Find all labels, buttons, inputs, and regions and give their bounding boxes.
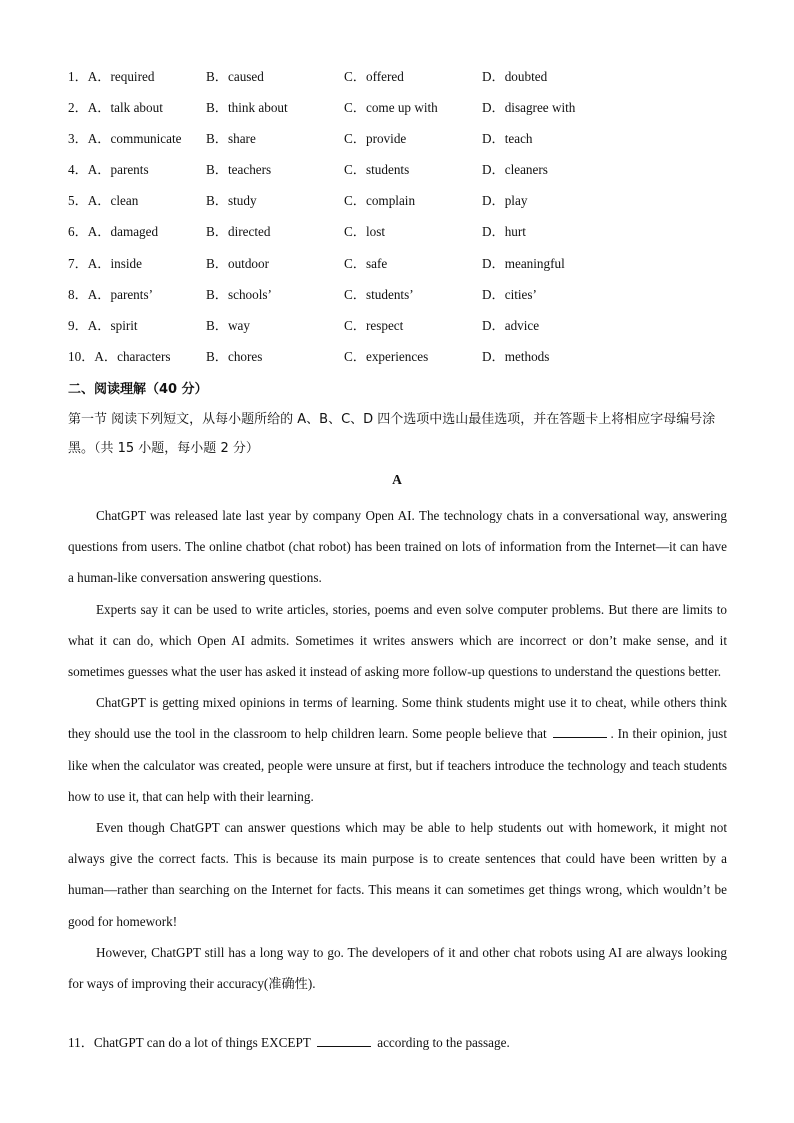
option-d: D．advice	[482, 317, 540, 333]
option-b: B．study	[206, 193, 257, 209]
option-b: B．share	[206, 131, 256, 147]
option-row	[68, 284, 728, 315]
question-stem-end: according to the passage.	[377, 1035, 510, 1050]
reading-passage	[68, 500, 727, 999]
section-title: 二、阅读理解（40 分）	[68, 382, 208, 397]
option-c: C．offered	[344, 69, 404, 84]
option-b: B．outdoor	[206, 255, 270, 271]
option-d: D．cleaners	[482, 162, 548, 178]
option-d: D．meaningful	[482, 255, 565, 271]
option-a: 1．A．required	[68, 69, 155, 84]
passage-label: A	[392, 472, 402, 487]
option-d: D．cities’	[482, 286, 537, 302]
option-b: B．teachers	[206, 162, 272, 178]
option-a: 6．A．damaged	[68, 224, 159, 240]
passage-paragraph: ChatGPT was released late last year by company Open AI. The technology chats in a conversational way, answering questions from users. The online chatbot (chat robot) has been trained on lots of information from the Internet—it can have a human-like conversation answering questions.	[68, 508, 727, 586]
option-c: C．complain	[344, 193, 416, 209]
option-b: B．directed	[206, 224, 271, 240]
option-a: 9．A．spirit	[68, 317, 138, 333]
option-b: B．chores	[206, 348, 263, 364]
question-number: 11．	[68, 1035, 94, 1050]
option-d: D．methods	[482, 348, 550, 364]
option-d: D．disagree with	[482, 100, 576, 116]
option-d: D．hurt	[482, 224, 526, 240]
option-b: B．way	[206, 317, 250, 333]
option-c: C．provide	[344, 131, 407, 147]
option-a: 5．A．clean	[68, 193, 139, 209]
passage-paragraph: ChatGPT is getting mixed opinions in terms of learning. Some think students might use it to cheat, while others think they should use the tool in the classroom to help children learn. Some people believe that . In their opinion, just like when the calculator was created, people were unsure at first, but if teachers introduce the technology and teach students how to use it, that can help with their learning.	[68, 695, 727, 804]
option-a: 2．A．talk about	[68, 100, 163, 116]
option-d: D．teach	[482, 131, 533, 147]
passage-paragraph: Even though ChatGPT can answer questions which may be able to help students out with homework, it might not always give the correct facts. This is because its main purpose is to create sentences that could have been written by a human—rather than searching on the Internet for facts. This means it can sometimes get things wrong, which wouldn’t be good for homework!	[68, 820, 727, 929]
option-a: 7．A．inside	[68, 255, 142, 271]
option-c: C．students’	[344, 286, 414, 302]
option-b: B．caused	[206, 69, 264, 84]
answer-blank	[317, 1034, 371, 1047]
option-d: D．play	[482, 193, 528, 209]
option-row	[68, 190, 728, 221]
option-row	[68, 315, 728, 346]
option-a: 3．A．communicate	[68, 131, 182, 147]
option-row	[68, 253, 728, 284]
option-b: B．think about	[206, 100, 288, 116]
question-11	[68, 1031, 728, 1055]
option-c: C．lost	[344, 224, 386, 240]
option-row	[68, 221, 728, 252]
option-d: D．doubted	[482, 69, 548, 84]
option-c: C．experiences	[344, 348, 429, 364]
option-row	[68, 128, 728, 159]
option-a: 4．A．parents	[68, 162, 149, 178]
option-c: C．safe	[344, 255, 388, 271]
option-row	[68, 66, 728, 97]
passage-paragraph: However, ChatGPT still has a long way to go. The developers of it and other chat robots using AI are always looking for ways of improving their accuracy(准确性).	[68, 944, 727, 992]
passage-paragraph: Experts say it can be used to write articles, stories, poems and even solve computer problems. But there are limits to what it can do, which Open AI admits. Sometimes it writes answers which are incorrect or don’t make sense, and it sometimes guesses what the user has asked it instead of asking more follow-up questions to understand the questions better.	[68, 601, 727, 680]
section-instructions: 第一节 阅读下列短文，从每小题所给的 A、B、C、D 四个选项中选山最佳选项，并在答题卡上将相应字母编号涂黑。（共 15 小题，每小题 2 分）	[68, 412, 716, 456]
cloze-options	[68, 66, 728, 377]
option-row	[68, 346, 728, 377]
question-stem: ChatGPT can do a lot of things EXCEPT	[93, 1035, 311, 1050]
option-b: B．schools’	[206, 286, 272, 302]
option-a: 8．A．parents’	[68, 286, 153, 302]
option-row	[68, 159, 728, 190]
option-c: C．come up with	[344, 100, 438, 116]
option-c: C．respect	[344, 317, 404, 333]
option-a: 10．A．characters	[68, 348, 171, 364]
option-c: C．students	[344, 162, 410, 178]
answer-blank	[553, 725, 607, 738]
option-row	[68, 97, 728, 128]
